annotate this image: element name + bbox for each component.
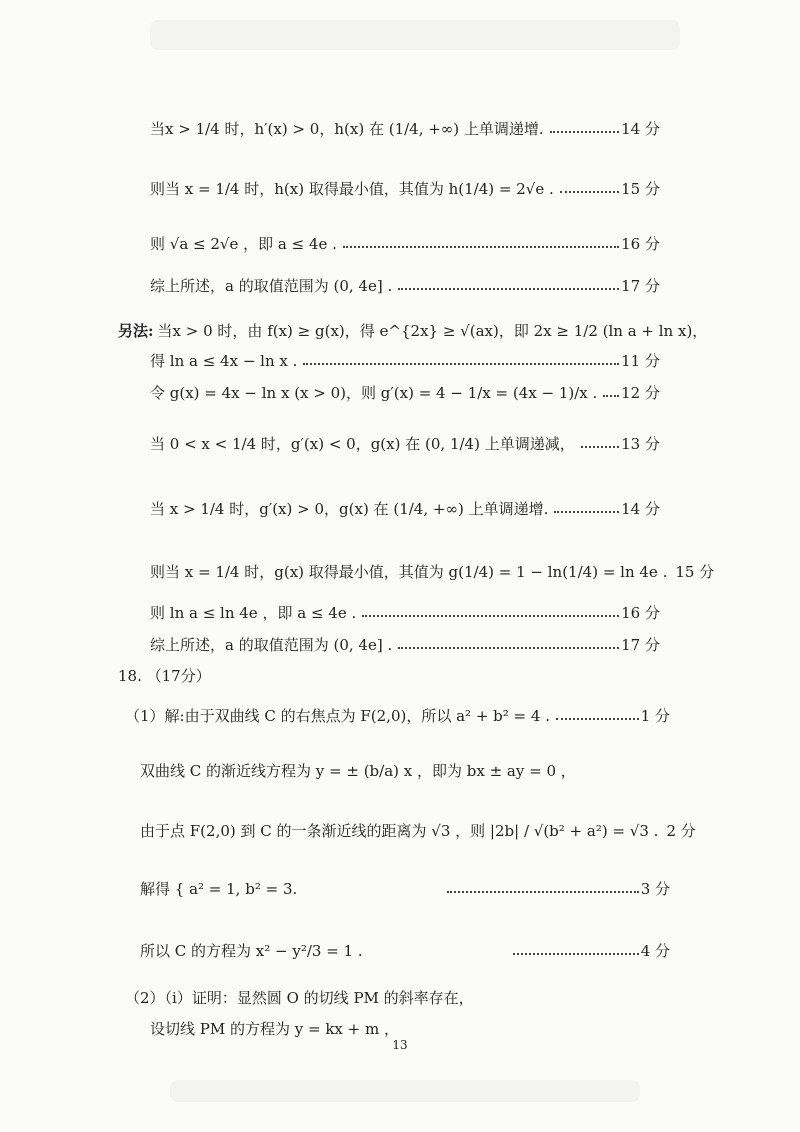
- line-text: 18. （17分）: [118, 667, 211, 685]
- step-line: [125, 705, 670, 726]
- page-number: 13: [392, 1038, 408, 1052]
- dot-leader: [550, 131, 619, 133]
- score-label: 12 分: [621, 384, 660, 402]
- line-text: 解得 { a² = 1, b² = 3.: [140, 880, 298, 898]
- step-line: [150, 602, 660, 623]
- step-line: [150, 233, 660, 254]
- line-text: 由于点 F(2,0) 到 C 的一条渐近线的距离为 √3 ，则 |2b| / √(b² + a²) = √3 .: [140, 822, 659, 840]
- score-label: 2 分: [666, 822, 696, 840]
- line-text: 当 0 < x < 1/4 时，g′(x) < 0，g(x) 在 (0, 1/4) 上单调递减，: [150, 435, 575, 453]
- scan-smudge-top: [150, 20, 680, 50]
- score-label: 13 分: [621, 435, 660, 453]
- score-label: 16 分: [621, 235, 660, 253]
- score-label: 3 分: [640, 880, 670, 898]
- line-text: （2）（ⅰ）证明：显然圆 O 的切线 PM 的斜率存在，: [125, 989, 474, 1007]
- line-text: 设切线 PM 的方程为 y = kx + m ，: [150, 1020, 399, 1038]
- step-line: [150, 350, 660, 371]
- question-header: [118, 665, 418, 686]
- step-line: [140, 940, 670, 961]
- dot-leader: [447, 891, 638, 893]
- score-label: 16 分: [621, 604, 660, 622]
- score-label: 11 分: [621, 352, 660, 370]
- line-text: 则 ln a ≤ ln 4e ，即 a ≤ 4e .: [150, 604, 357, 622]
- line-text: 双曲线 C 的渐近线方程为 y = ± (b/a) x ，即为 bx ± ay = 0 ，: [140, 762, 576, 780]
- step-line: [140, 760, 660, 781]
- score-label: 1 分: [640, 707, 670, 725]
- score-label: 15 分: [675, 563, 715, 581]
- score-label: 14 分: [621, 120, 660, 138]
- step-line: [150, 1018, 650, 1039]
- score-label: 17 分: [621, 636, 660, 654]
- step-line: [150, 433, 660, 454]
- line-text: 则当 x = 1/4 时，g(x) 取得最小值，其值为 g(1/4) = 1 − ln(1/4) = ln 4e .: [150, 563, 668, 581]
- step-line: [150, 498, 660, 519]
- line-text: 综上所述，a 的取值范围为 (0, 4e] .: [150, 277, 393, 295]
- score-label: 15 分: [621, 180, 660, 198]
- line-text: 则当 x = 1/4 时，h(x) 取得最小值，其值为 h(1/4) = 2√e .: [150, 180, 554, 198]
- line-text: 综上所述，a 的取值范围为 (0, 4e] .: [150, 636, 393, 654]
- line-text: 令 g(x) = 4x − ln x (x > 0)，则 g′(x) = 4 − 1/x = (4x − 1)/x .: [150, 384, 598, 402]
- dot-leader: [556, 718, 639, 720]
- dot-leader: [303, 363, 619, 365]
- line-text: 当x > 1/4 时，h′(x) > 0，h(x) 在 (1/4, +∞) 上单调递增.: [150, 120, 544, 138]
- step-line: [150, 382, 660, 403]
- line-text: 则 √a ≤ 2√e ，即 a ≤ 4e .: [150, 235, 337, 253]
- step-line: [150, 178, 660, 199]
- score-label: 14 分: [621, 500, 660, 518]
- score-label: 4 分: [640, 942, 670, 960]
- line-text: 得 ln a ≤ 4x − ln x .: [150, 352, 298, 370]
- line-text: （1）解:由于双曲线 C 的右焦点为 F(2,0)，所以 a² + b² = 4 .: [125, 707, 550, 725]
- step-line: [125, 987, 645, 1008]
- dot-leader: [554, 511, 619, 513]
- dot-leader: [513, 953, 639, 955]
- scan-smudge-bottom: [170, 1080, 640, 1102]
- dot-leader: [560, 191, 619, 193]
- line-text: 所以 C 的方程为 x² − y²/3 = 1 .: [140, 942, 363, 960]
- dot-leader: [398, 288, 619, 290]
- alternative-method-label: 另法:: [118, 322, 154, 340]
- step-line: [140, 820, 696, 841]
- step-line: [150, 561, 715, 582]
- line-text: 当x > 0 时，由 f(x) ≥ g(x)，得 e^{2x} ≥ √(ax)，即 2x ≥ 1/2 (ln a + ln x)，: [157, 322, 708, 340]
- dot-leader: [362, 615, 619, 617]
- score-label: 17 分: [621, 277, 660, 295]
- dot-leader: [603, 395, 619, 397]
- dot-leader: [581, 446, 619, 448]
- step-line: [150, 118, 660, 139]
- line-text: 当 x > 1/4 时，g′(x) > 0，g(x) 在 (1/4, +∞) 上单调递增.: [150, 500, 549, 518]
- dot-leader: [343, 246, 619, 248]
- dot-leader: [398, 647, 619, 649]
- step-line: [140, 878, 670, 899]
- step-line: [150, 275, 660, 296]
- alternative-method-line: [118, 320, 708, 341]
- step-line: [150, 634, 660, 655]
